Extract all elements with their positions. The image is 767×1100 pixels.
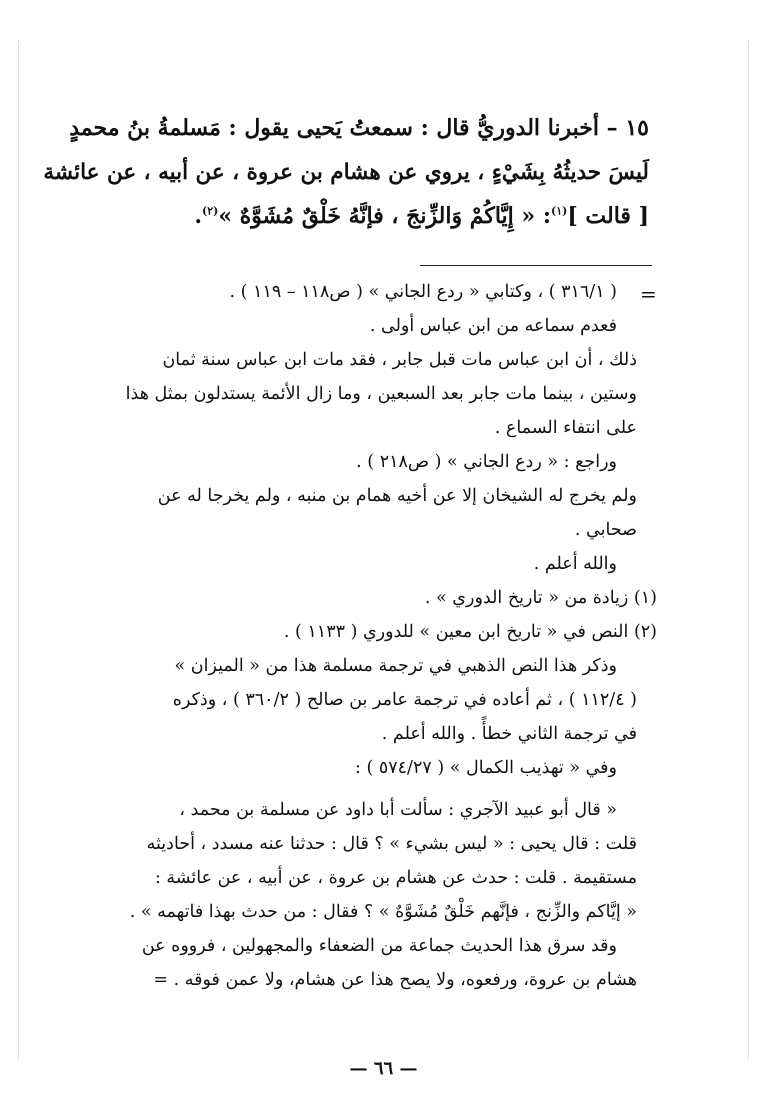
footnote-line: على انتفاء السماع . (494, 418, 637, 438)
hadith-line-1 (69, 115, 649, 141)
margin-dots-right (748, 40, 749, 1060)
continuation-mark: = (640, 282, 657, 306)
footnote-ref-1: (١) (550, 204, 568, 218)
footnote-line: في ترجمة الثاني خطأً . والله أعلم . (381, 724, 637, 744)
footnote-line: ولم يخرج له الشيخان إلا عن أخيه همام بن منبه ، ولم يخرجا له عن (157, 486, 637, 506)
footnote-line: ( ٣١٦/١ ) ، وكتابي « ردع الجاني » ( ص١١٨ – ١١٩ ) . (229, 282, 617, 302)
margin-dots-left (18, 40, 19, 1060)
hadith-period: . (194, 203, 202, 229)
footnote-line: هشام بن عروة، ورفعوه، ولا يصح هذا عن هشام، ولا عمن فوقه . = (153, 970, 637, 990)
footnote-line: وقد سرق هذا الحديث جماعة من الضعفاء والمجهولين ، فرووه عن (141, 936, 617, 956)
footnote-line: وفي « تهذيب الكمال » ( ٥٧٤/٢٧ ) : (355, 758, 617, 778)
footnote-line: وذكر هذا النص الذهبي في ترجمة مسلمة هذا من « الميزان » (174, 656, 617, 676)
footnote-line: وستين ، بينما مات جابر بعد السبعين ، وما زال الأئمة يستدلون بمثل هذا (125, 384, 637, 404)
footnote-separator (420, 265, 652, 266)
footnote-line: قلت : قال يحيى : « ليس بشيء » ؟ قال : حدثنا عنه مسدد ، أحاديثه (146, 834, 637, 854)
footnote-line: (٢) النص في « تاريخ ابن معين » للدوري ( ١١٣٣ ) . (283, 622, 657, 642)
footnote-line: ( ١١٢/٤ ) ، ثم أعاده في ترجمة عامر بن صالح ( ٣٦٠/٢ ) ، وذكره (172, 690, 637, 710)
footnote-line: ذلك ، أن ابن عباس مات قبل جابر ، فقد مات ابن عباس سنة ثمان (162, 350, 637, 370)
footnote-ref-2: (٢) (201, 204, 219, 218)
footnote-line: فعدم سماعه من ابن عباس أولى . (369, 316, 617, 336)
footnote-line: « قال أبو عبيد الآجري : سألت أبا داود عن مسلمة بن محمد ، (179, 800, 617, 820)
hadith-text-1: – أخبرنا الدوريُّ قال : سمعتُ يَحيى يقول : مَسلمةُ بنُ محمدٍ (69, 115, 618, 141)
hadith-bracket: [ قالت ] (567, 203, 649, 229)
footnote-line: صحابي . (574, 520, 637, 540)
footnote-line: (١) زيادة من « تاريخ الدوري » . (424, 588, 657, 608)
hadith-number: ١٥ (625, 115, 649, 141)
footnote-line: « إيَّاكم والزِّنج ، فإنَّهم خَلْقٌ مُشَوَّهٌ » ؟ فقال : من حدث بهذا فاتهمه » . (129, 902, 637, 922)
hadith-quote: : « إِيَّاكُمْ وَالزِّنجَ ، فإنَّهُ خَلْقٌ مُشَوَّهٌ » (218, 203, 551, 229)
page-number: — ٦٦ — (349, 1058, 418, 1079)
footnote-line: وراجع : « ردع الجاني » ( ص٢١٨ ) . (356, 452, 617, 472)
hadith-line-2: لَيسَ حديثُهُ بِشَيْءٍ ، يروي عن هشام بن عروة ، عن أبيه ، عن عائشة (43, 160, 649, 185)
footnote-line: مستقيمة . قلت : حدث عن هشام بن عروة ، عن أبيه ، عن عائشة : (154, 868, 637, 888)
footnote-line: والله أعلم . (533, 554, 617, 574)
hadith-line-3 (194, 203, 649, 229)
